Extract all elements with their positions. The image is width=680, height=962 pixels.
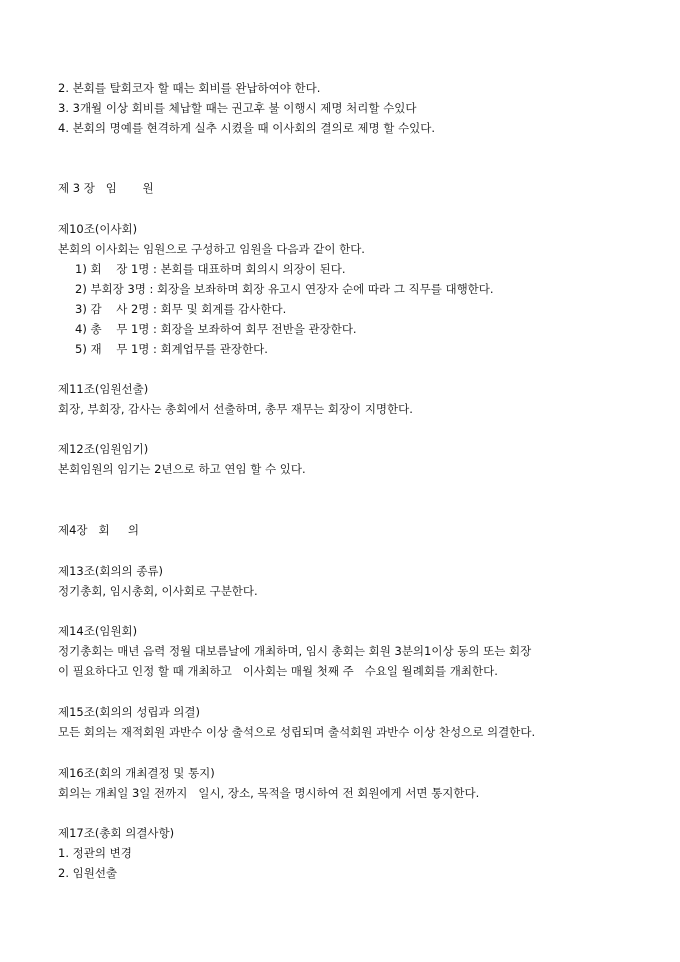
article-12-body: 본회임원의 임기는 2년으로 하고 연임 할 수 있다. <box>58 462 306 476</box>
article-10-item-1: 1) 회 장 1명 : 본회를 대표하며 회의시 의장이 된다. <box>75 262 346 276</box>
clause-item-3: 3. 3개월 이상 회비를 체납할 때는 권고후 불 이행시 제명 처리할 수있다 <box>58 101 417 115</box>
article-17-item-2: 2. 임원선출 <box>58 866 118 880</box>
article-10-item-3: 3) 감 사 2명 : 회무 및 회계를 감사한다. <box>75 302 287 316</box>
article-13-title: 제13조(회의의 종류) <box>58 564 164 578</box>
chapter-4-heading: 제4장 회 의 <box>58 523 139 537</box>
article-11-title: 제11조(임원선출) <box>58 382 149 396</box>
article-15-title: 제15조(회의의 성립과 의결) <box>58 705 201 719</box>
article-13-body: 정기총회, 임시총회, 이사회로 구분한다. <box>58 584 258 598</box>
chapter-3-heading: 제 3 장 임 원 <box>58 181 154 195</box>
article-17-title: 제17조(총회 의결사항) <box>58 826 175 840</box>
article-10-item-2: 2) 부회장 3명 : 회장을 보좌하며 회장 유고시 연장자 순에 따라 그 직무를 대행한다. <box>75 282 494 296</box>
article-14-title: 제14조(임원회) <box>58 624 138 638</box>
article-12-title: 제12조(임원임기) <box>58 442 149 456</box>
clause-item-2: 2. 본회를 탈회코자 할 때는 회비를 완납하여야 한다. <box>58 81 321 95</box>
article-15-body: 모든 회의는 재적회원 과반수 이상 출석으로 성립되며 출석회원 과반수 이상 찬성으로 의결한다. <box>58 725 536 739</box>
clause-item-4: 4. 본회의 명예를 현격하게 실추 시켰을 때 이사회의 결의로 제명 할 수있다. <box>58 121 435 135</box>
article-10-title: 제10조(이사회) <box>58 222 138 236</box>
article-14-body-line-1: 정기총회는 매년 음력 정월 대보름날에 개최하며, 임시 총회는 회원 3분의1이상 동의 또는 회장 <box>58 644 532 658</box>
article-10-item-5: 5) 재 무 1명 : 회계업무를 관장한다. <box>75 342 268 356</box>
article-11-body: 회장, 부회장, 감사는 총회에서 선출하며, 총무 재무는 회장이 지명한다. <box>58 402 413 416</box>
article-16-title: 제16조(회의 개최결정 및 통지) <box>58 766 215 780</box>
article-10-item-4: 4) 총 무 1명 : 회장을 보좌하여 회무 전반을 관장한다. <box>75 322 357 336</box>
article-14-body-line-2: 이 필요하다고 인정 할 때 개최하고 이사회는 매월 첫째 주 수요일 월례회를 개최한다. <box>58 664 498 678</box>
article-17-item-1: 1. 정관의 변경 <box>58 846 132 860</box>
article-16-body: 회의는 개최일 3일 전까지 일시, 장소, 목적을 명시하여 전 회원에게 서면 통지한다. <box>58 786 480 800</box>
article-10-body: 본회의 이사회는 임원으로 구성하고 임원을 다음과 같이 한다. <box>58 242 365 256</box>
